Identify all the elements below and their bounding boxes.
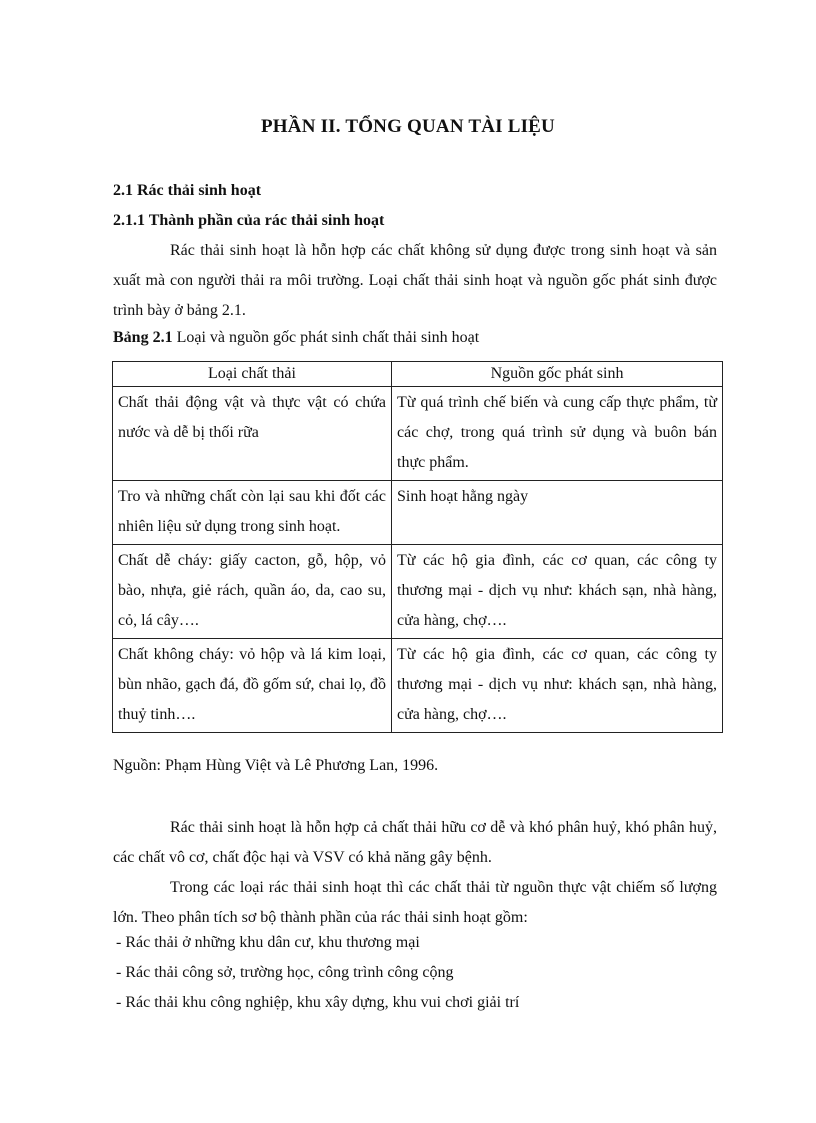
table-row [113,639,723,733]
table-row [113,545,723,639]
intro-paragraph-text: Rác thải sinh hoạt là hỗn hợp các chất không sử dụng được trong sinh hoạt và sản xuất mà con người thải ra môi trường. Loại chất thải sinh hoạt và nguồn gốc phát sinh được trình bày ở bảng 2.1. [113,242,717,319]
table-cell-origin: Sinh hoạt hằng ngày [392,481,723,545]
table-cell-origin: Từ các hộ gia đình, các cơ quan, các công ty thương mại - dịch vụ như: khách sạn, nhà hàng, cửa hàng, chợ…. [392,545,723,639]
table-cell-waste-type: Chất dễ cháy: giấy cacton, gỗ, hộp, vỏ bào, nhựa, giẻ rách, quần áo, da, cao su, cỏ, lá cây…. [113,545,392,639]
table-cell-origin: Từ các hộ gia đình, các cơ quan, các công ty thương mại - dịch vụ như: khách sạn, nhà hàng, cửa hàng, chợ…. [392,639,723,733]
header-waste-type: Loại chất thải [113,362,392,387]
analysis-paragraph [113,873,717,933]
intro-paragraph [113,236,717,326]
table-cell-origin: Từ quá trình chế biến và cung cấp thực phẩm, từ các chợ, trong quá trình sử dụng và buôn bán thực phẩm. [392,387,723,481]
table-caption-label: Bảng 2.1 [113,329,173,346]
header-origin: Nguồn gốc phát sinh [392,362,723,387]
waste-source-table [112,361,723,733]
table-row [113,481,723,545]
table-row [113,387,723,481]
table-cell-waste-type: Chất không cháy: vỏ hộp và lá kim loại, bùn nhão, gạch đá, đồ gốm sứ, chai lọ, đồ thuỷ tinh…. [113,639,392,733]
composition-paragraph [113,813,717,873]
table-caption-text: Loại và nguồn gốc phát sinh chất thải sinh hoạt [172,329,480,346]
section-heading: 2.1 Rác thải sinh hoạt [113,182,262,199]
bullet-item: - Rác thải khu công nghiệp, khu xây dựng, khu vui chơi giải trí [116,994,520,1011]
bullet-item: - Rác thải ở những khu dân cư, khu thương mại [116,934,420,951]
table-cell-waste-type: Tro và những chất còn lại sau khi đốt các nhiên liệu sử dụng trong sinh hoạt. [113,481,392,545]
table-source-note: Nguồn: Phạm Hùng Việt và Lê Phương Lan, 1996. [113,757,439,774]
table-cell-waste-type: Chất thải động vật và thực vật có chứa nước và dễ bị thối rữa [113,387,392,481]
subsection-heading: 2.1.1 Thành phần của rác thải sinh hoạt [113,212,385,229]
bullet-item: - Rác thải công sở, trường học, công trình công cộng [116,964,454,981]
composition-paragraph-text: Rác thải sinh hoạt là hỗn hợp cả chất thải hữu cơ dễ và khó phân huỷ, khó phân huỷ, các chất vô cơ, chất độc hại và VSV có khả năng gây bệnh. [113,819,717,866]
page-title: PHẦN II. TỔNG QUAN TÀI LIỆU [261,116,555,137]
table-caption [113,329,479,347]
table-header-row [113,362,723,387]
analysis-paragraph-text: Trong các loại rác thải sinh hoạt thì các chất thải từ nguồn thực vật chiếm số lượng lớn. Theo phân tích sơ bộ thành phần của rác thải sinh hoạt gồm: [113,879,717,926]
